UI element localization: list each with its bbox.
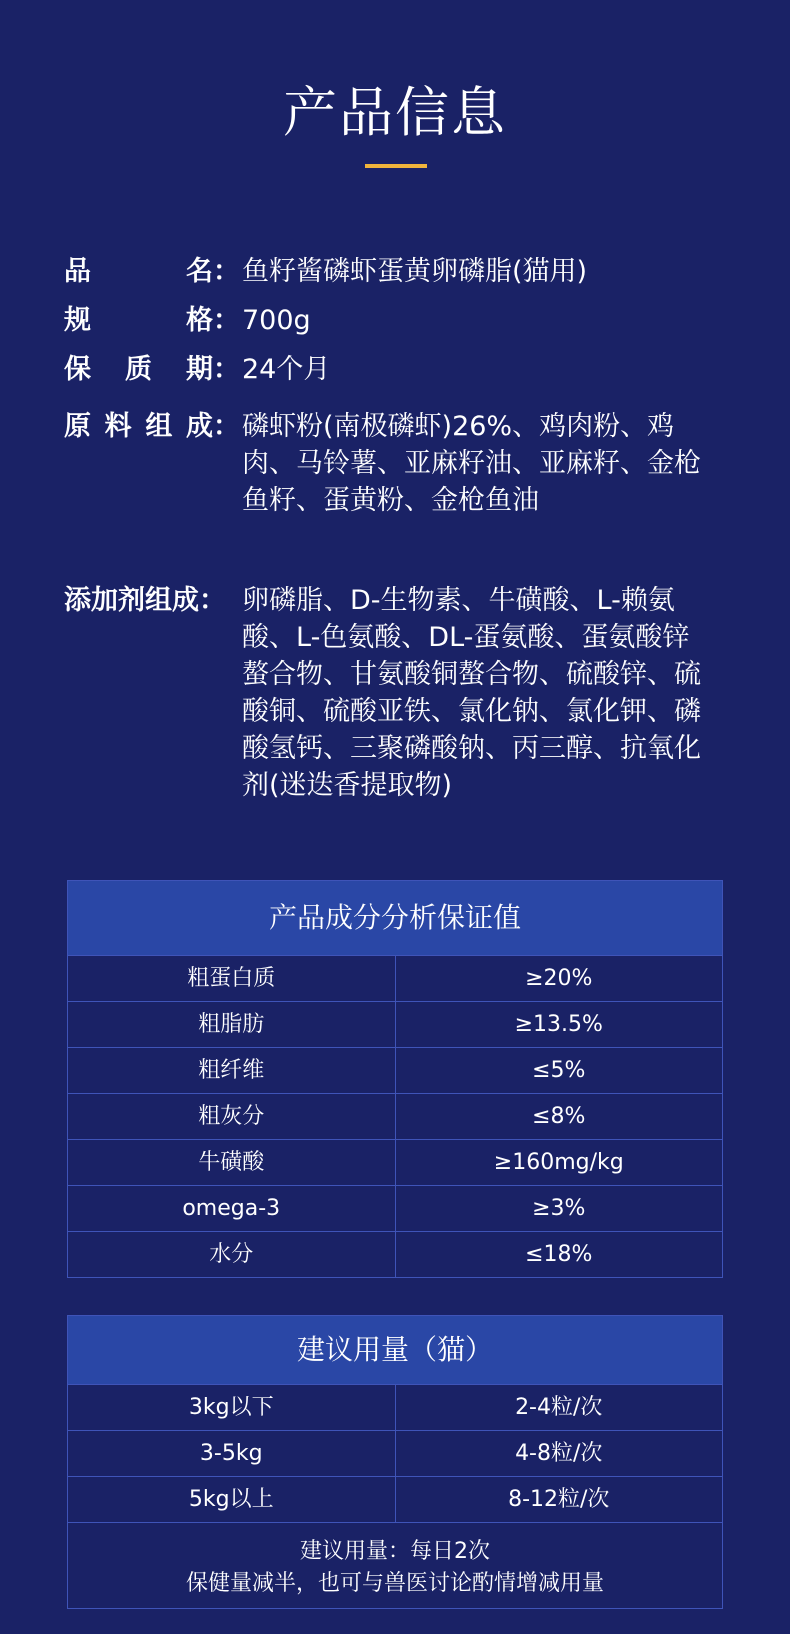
- dosage-note-line2: 保健量减半，也可与兽医讨论酌情增减用量: [185, 1571, 604, 1596]
- analysis-table-title: 产品成分分析保证值: [68, 881, 722, 955]
- dosage-note: [68, 1522, 722, 1608]
- dosage-table: [67, 1315, 723, 1609]
- analysis-value: ≥20%: [395, 956, 723, 1001]
- analysis-value: ≤8%: [395, 1094, 723, 1139]
- info-value-spec: 700g: [242, 305, 311, 336]
- table-row: [68, 1001, 722, 1047]
- analysis-value: ≥13.5%: [395, 1002, 723, 1047]
- info-label-additives: 添加剂组成：: [64, 585, 226, 616]
- analysis-item: 粗脂肪: [198, 1012, 265, 1037]
- table-row: [68, 1185, 722, 1231]
- analysis-value: ≤5%: [395, 1048, 723, 1093]
- analysis-item: 粗蛋白质: [187, 966, 276, 991]
- info-label-ingredients: 原 料 组 成：: [64, 411, 240, 442]
- info-row-additives: [64, 582, 704, 804]
- analysis-value: ≥3%: [395, 1186, 723, 1231]
- info-value-name: 鱼籽酱磷虾蛋黄卵磷脂(猫用): [242, 256, 588, 287]
- table-row: [68, 1384, 722, 1430]
- analysis-table: [67, 880, 723, 1278]
- analysis-item: 水分: [209, 1242, 254, 1267]
- analysis-value: ≤18%: [395, 1232, 723, 1277]
- dosage-weight: 3-5kg: [199, 1441, 263, 1466]
- table-row: [68, 955, 722, 1001]
- analysis-item: 牛磺酸: [198, 1150, 265, 1175]
- info-value-additives: 卵磷脂、D-生物素、牛磺酸、L-赖氨酸、L-色氨酸、DL-蛋氨酸、蛋氨酸锌螯合物、甘氨酸铜螯合物、硫酸锌、硫酸铜、硫酸亚铁、氯化钠、氯化钾、磷酸氢钙、三聚磷酸钠、丙三醇、抗氧化剂(迷迭香提取物): [242, 585, 701, 801]
- info-row-name: [64, 253, 704, 290]
- info-label-spec: 规 格：: [64, 305, 240, 336]
- analysis-item: 粗纤维: [198, 1058, 265, 1083]
- dosage-amount: 8-12粒/次: [395, 1477, 723, 1522]
- dosage-weight: 3kg以下: [188, 1395, 274, 1420]
- analysis-item: omega-3: [182, 1196, 281, 1221]
- table-row: [68, 1476, 722, 1522]
- info-row-shelf-life: [64, 351, 704, 388]
- info-value-ingredients: 磷虾粉(南极磷虾)26%、鸡肉粉、鸡肉、马铃薯、亚麻籽油、亚麻籽、金枪鱼籽、蛋黄粉、金枪鱼油: [242, 411, 701, 516]
- analysis-value: ≥160mg/kg: [395, 1140, 723, 1185]
- dosage-amount: 2-4粒/次: [395, 1385, 723, 1430]
- analysis-item: 粗灰分: [198, 1104, 265, 1129]
- table-row: [68, 1231, 722, 1277]
- title-underline: [365, 164, 427, 168]
- dosage-amount: 4-8粒/次: [395, 1431, 723, 1476]
- dosage-table-title: 建议用量（猫）: [68, 1316, 722, 1384]
- info-label-name: 品 名：: [64, 256, 240, 287]
- info-value-shelf-life: 24个月: [242, 354, 331, 385]
- page-title: 产品信息: [283, 81, 507, 144]
- table-row: [68, 1430, 722, 1476]
- info-row-ingredients: [64, 408, 704, 519]
- info-label-shelf-life: 保 质 期：: [64, 354, 240, 385]
- table-row: [68, 1139, 722, 1185]
- table-row: [68, 1047, 722, 1093]
- table-row: [68, 1093, 722, 1139]
- dosage-weight: 5kg以上: [188, 1487, 274, 1512]
- dosage-note-line1: 建议用量：每日2次: [300, 1539, 490, 1564]
- info-row-spec: [64, 302, 704, 339]
